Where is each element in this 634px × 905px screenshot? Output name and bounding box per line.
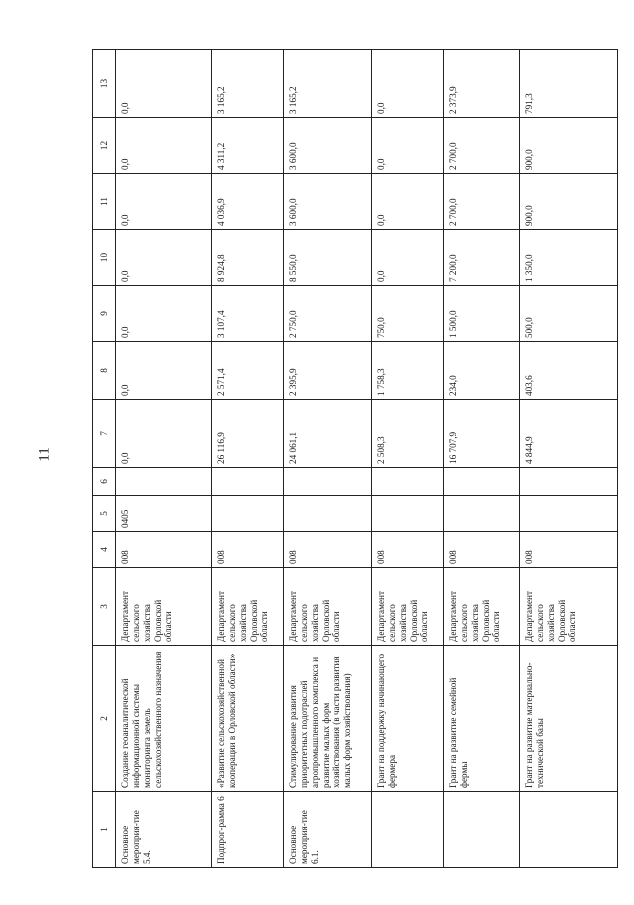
cell-csr [212, 468, 284, 496]
cell-total: 0,0 [116, 400, 212, 468]
cell-value: 0,0 [116, 174, 212, 230]
cell-value: 7 200,0 [444, 230, 520, 286]
row-name: Грант на развитие семейной фермы [444, 646, 520, 792]
cell-grbs: 008 [116, 532, 212, 568]
cell-csr [284, 468, 372, 496]
cell-total: 24 061,1 [284, 400, 372, 468]
budget-table [92, 49, 618, 868]
table-row [372, 50, 444, 868]
cell-total: 26 116,9 [212, 400, 284, 468]
cell-value: 234,0 [444, 342, 520, 400]
page-number: 11 [36, 447, 53, 462]
row-name: Стимулирование развития приоритетных подотраслей агропромышленного комплекса и развитие малых форм хозяйствования (в части развития малых форм хозяйствования) [284, 646, 372, 792]
cell-total: 16 707,9 [444, 400, 520, 468]
cell-value: 0,0 [372, 50, 444, 118]
cell-value: 2 395,9 [284, 342, 372, 400]
cell-value: 0,0 [116, 286, 212, 342]
row-executor: Департамент сельского хозяйства Орловской области [444, 568, 520, 646]
column-header: 11 [93, 174, 116, 230]
cell-csr [444, 468, 520, 496]
row-name: Создание геоаналитической информационной системы мониторинга земель сельскохозяйственного назначения [116, 646, 212, 792]
column-header: 13 [93, 50, 116, 118]
cell-csr [520, 468, 618, 496]
cell-value: 0,0 [372, 230, 444, 286]
cell-value: 0,0 [116, 230, 212, 286]
cell-total: 4 844,9 [520, 400, 618, 468]
cell-value: 900,0 [520, 118, 618, 174]
row-executor: Департамент сельского хозяйства Орловской области [520, 568, 618, 646]
cell-rzpr [284, 496, 372, 532]
cell-rzpr: 0405 [116, 496, 212, 532]
cell-value: 4 036,9 [212, 174, 284, 230]
cell-value: 0,0 [116, 50, 212, 118]
column-header: 6 [93, 468, 116, 496]
column-header: 8 [93, 342, 116, 400]
cell-value: 500,0 [520, 286, 618, 342]
cell-rzpr [212, 496, 284, 532]
table-row [284, 50, 372, 868]
table-sheet [92, 50, 614, 868]
cell-value: 2 750,0 [284, 286, 372, 342]
cell-value: 900,0 [520, 174, 618, 230]
column-header: 10 [93, 230, 116, 286]
cell-value: 1 758,3 [372, 342, 444, 400]
cell-value: 3 165,2 [284, 50, 372, 118]
cell-value: 3 165,2 [212, 50, 284, 118]
cell-value: 8 550,0 [284, 230, 372, 286]
column-header: 9 [93, 286, 116, 342]
cell-total: 2 508,3 [372, 400, 444, 468]
column-header: 3 [93, 568, 116, 646]
cell-grbs: 008 [212, 532, 284, 568]
cell-rzpr [372, 496, 444, 532]
cell-value: 403,6 [520, 342, 618, 400]
row-code [520, 792, 618, 868]
column-header: 7 [93, 400, 116, 468]
table-row [444, 50, 520, 868]
cell-value: 0,0 [372, 174, 444, 230]
cell-value: 0,0 [116, 342, 212, 400]
cell-grbs: 008 [520, 532, 618, 568]
row-code: Основное мероприя-тие 6.1. [284, 792, 372, 868]
cell-value: 3 600,0 [284, 174, 372, 230]
cell-value: 2 373,9 [444, 50, 520, 118]
row-executor: Департамент сельского хозяйства Орловской области [116, 568, 212, 646]
cell-value: 2 571,4 [212, 342, 284, 400]
row-executor: Департамент сельского хозяйства Орловской области [284, 568, 372, 646]
cell-value: 3 600,0 [284, 118, 372, 174]
column-header: 5 [93, 496, 116, 532]
column-header: 2 [93, 646, 116, 792]
cell-value: 1 500,0 [444, 286, 520, 342]
row-name: Грант на развитие материально-технической базы [520, 646, 618, 792]
cell-value: 750,0 [372, 286, 444, 342]
cell-rzpr [520, 496, 618, 532]
row-code: Основное мероприя-тие 5.4. [116, 792, 212, 868]
cell-value: 2 700,0 [444, 118, 520, 174]
cell-value: 8 924,8 [212, 230, 284, 286]
row-name: Грант на поддержку начинающего фермера [372, 646, 444, 792]
column-header: 12 [93, 118, 116, 174]
cell-grbs: 008 [444, 532, 520, 568]
row-executor: Департамент сельского хозяйства Орловской области [372, 568, 444, 646]
cell-value: 3 107,4 [212, 286, 284, 342]
header-row [93, 50, 116, 868]
cell-grbs: 008 [284, 532, 372, 568]
cell-value: 1 350,0 [520, 230, 618, 286]
row-code [372, 792, 444, 868]
row-code: Подпрог-рамма 6 [212, 792, 284, 868]
column-header: 4 [93, 532, 116, 568]
cell-value: 0,0 [372, 118, 444, 174]
cell-value: 791,3 [520, 50, 618, 118]
cell-csr [372, 468, 444, 496]
row-code [444, 792, 520, 868]
cell-value: 4 311,2 [212, 118, 284, 174]
table-rotator [92, 50, 614, 868]
table-row [520, 50, 618, 868]
cell-grbs: 008 [372, 532, 444, 568]
cell-rzpr [444, 496, 520, 532]
table-row [212, 50, 284, 868]
cell-csr [116, 468, 212, 496]
row-executor: Департамент сельского хозяйства Орловской области [212, 568, 284, 646]
cell-value: 0,0 [116, 118, 212, 174]
cell-value: 2 700,0 [444, 174, 520, 230]
table-row [116, 50, 212, 868]
row-name: «Развитие сельскохозяйственной кооперации в Орловской области» [212, 646, 284, 792]
column-header: 1 [93, 792, 116, 868]
